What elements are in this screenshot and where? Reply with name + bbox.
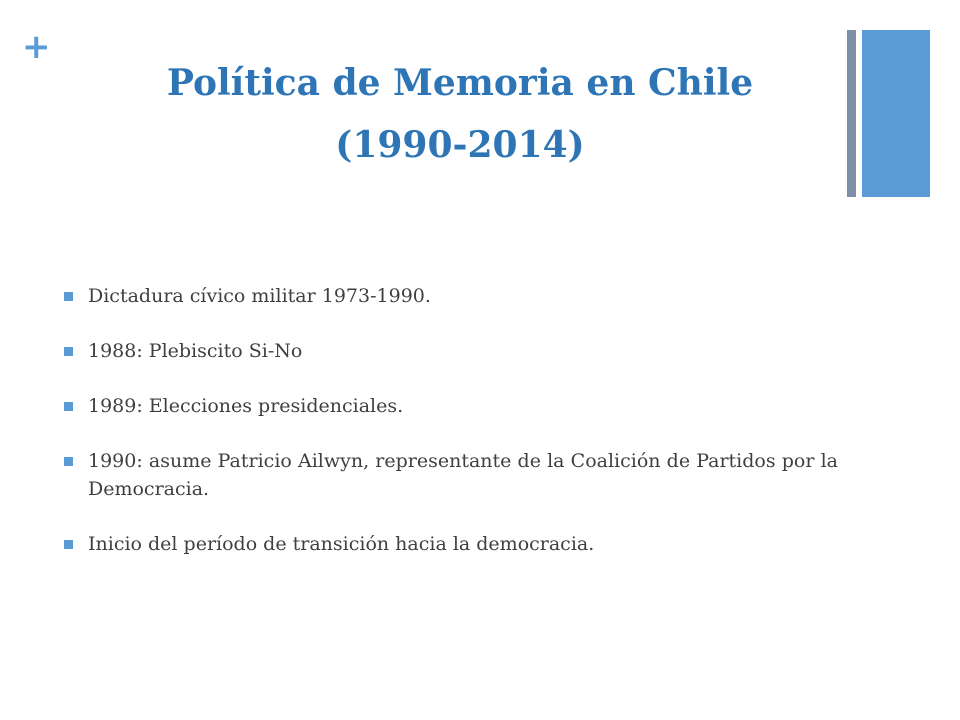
plus-decoration-icon: + xyxy=(22,27,51,67)
title-line-1: Política de Memoria en Chile xyxy=(166,62,754,104)
slide-title xyxy=(90,52,830,176)
bullet-text: 1988: Plebiscito Si-No xyxy=(88,340,303,362)
wide-accent-bar xyxy=(862,30,930,197)
square-bullet-icon xyxy=(64,540,73,549)
square-bullet-icon xyxy=(64,292,73,301)
bullet-text: 1989: Elecciones presidenciales. xyxy=(88,395,404,417)
bullet-item xyxy=(64,447,838,503)
bullet-text: Inicio del período de transición hacia la democracia. xyxy=(88,533,595,555)
bullet-item xyxy=(64,530,838,558)
square-bullet-icon xyxy=(64,457,73,466)
square-bullet-icon xyxy=(64,347,73,356)
bullet-text: Dictadura cívico militar 1973-1990. xyxy=(88,285,431,307)
bullet-text: 1990: asume Patricio Ailwyn, representante de la Coalición de Partidos por la Democracia. xyxy=(88,450,838,500)
bullet-item xyxy=(64,337,838,365)
bullet-item xyxy=(64,392,838,420)
bullet-item xyxy=(64,282,838,310)
thin-accent-bar xyxy=(847,30,856,197)
square-bullet-icon xyxy=(64,402,73,411)
bullet-list xyxy=(64,282,838,585)
title-line-2: (1990-2014) xyxy=(335,124,585,166)
